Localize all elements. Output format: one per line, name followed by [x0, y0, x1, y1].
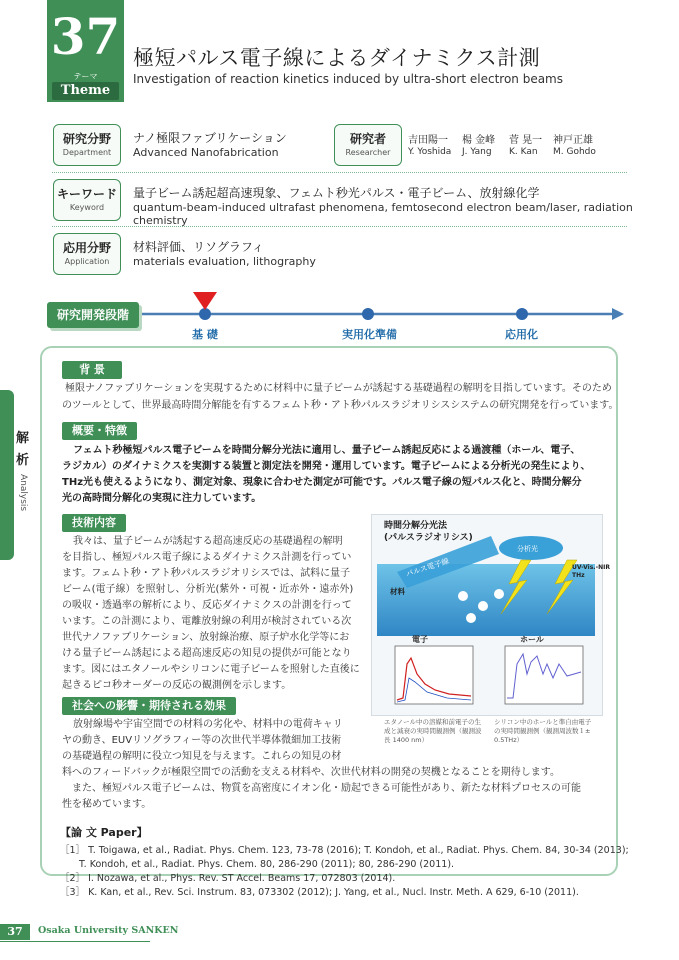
pulse-beam-label: パルス電子線 — [404, 556, 451, 579]
analysis-light-label: 分析光 — [517, 545, 538, 553]
researcher-name-jp: 吉田陽一 — [408, 135, 448, 146]
material-label: 材料 — [390, 587, 405, 596]
keyword-label-jp: キーワード — [56, 187, 117, 201]
technology-line: 起きるピコ秒オーダーの反応の観測例を示します。 — [62, 680, 292, 691]
figure-caption-right: 0.5THz） — [494, 736, 524, 744]
stage-step-basic: 基 礎 — [192, 328, 218, 341]
overview-heading: 概要・特徴 — [62, 422, 137, 440]
papers-heading: 【論 文 Paper】 — [60, 826, 148, 839]
electron-particle — [458, 591, 468, 601]
application-value-jp: 材料評価、リソグラフィ — [133, 240, 264, 254]
figure-caption-right: シリコン中のホールと準自由電子 — [494, 718, 592, 726]
keyword-value-jp: 量子ビーム誘起超高速現象、フェムト秒光パルス・電子ビーム、放射線化学 — [133, 186, 540, 200]
page-subtitle: Investigation of reaction kinetics induced by ultra-short electron beams — [133, 72, 564, 86]
paper-ref: ［1］ T. Toigawa, et al., Radiat. Phys. Chem. 123, 73-78 (2016); T. Kondoh, et al., Radiat. Phys. Chem. 84, 30-34 (2013); — [60, 845, 629, 856]
background-line: のツールとして、世界最高時間分解能を有するフェムト秒・アト秒パルスラジオリシスシステムの研究開発を行っています。 — [62, 400, 619, 411]
technology-line: います。この計測により、電離放射線の利用が検討されている次 — [62, 616, 352, 627]
theme-label-en: Theme — [52, 82, 119, 100]
researcher-name-en: J. Yang — [462, 147, 492, 157]
spectrum-label: UV-Vis.-NIR — [572, 564, 610, 571]
researcher-label-jp: 研究者 — [349, 132, 386, 146]
researcher-name-jp: 楊 金峰 — [462, 135, 496, 146]
keyword-label-en: Keyword — [69, 203, 105, 212]
technology-line: ビーム(電子線）を照射し、分析光(紫外・可視・近赤外・遠赤外) — [62, 584, 354, 595]
application-value-en: materials evaluation, lithography — [133, 255, 316, 268]
stage-dot — [516, 308, 528, 320]
researcher-name-en: M. Gohdo — [553, 147, 596, 157]
field-label-box — [53, 124, 121, 166]
hole-label: ホール — [520, 635, 544, 644]
stage-step-prep: 実用化準備 — [342, 328, 397, 341]
figure-illustration — [371, 514, 601, 714]
side-tab-label-en: Analysis — [18, 474, 28, 512]
researcher-label-en: Researcher — [345, 148, 391, 157]
stage-arrow-icon — [612, 308, 624, 320]
overview-line: 光の高時間分解化の実現に注力しています。 — [62, 493, 262, 504]
electron-particle — [478, 601, 488, 611]
technology-line: 我々は、量子ビームが誘起する超高速反応の基礎過程の解明 — [73, 536, 343, 547]
current-stage-marker-icon — [193, 292, 217, 310]
paper-ref: ［2］ I. Nozawa, et al., Phys. Rev. ST Accel. Beams 17, 072803 (2014). — [60, 873, 396, 884]
technology-line: ける量子ビーム誘起による超高速反応の知見の提供が可能となり — [62, 648, 352, 659]
field-value-en: Advanced Nanofabrication — [133, 146, 279, 159]
side-tab — [0, 390, 14, 560]
figure-header-line1: 時間分解分光法 — [384, 521, 448, 531]
impact-line: また、極短パルス電子ビームは、物質を高密度にイオン化・励起できる可能性があり、新たな材料プロセスの可能 — [62, 783, 581, 794]
technology-heading: 技術内容 — [62, 514, 126, 532]
overview-line: フェムト秒極短パルス電子ビームを時間分解分光法に適用し、量子ビーム誘起反応による過渡種（ホール、電子、 — [73, 445, 581, 456]
stage-step-applied: 応用化 — [505, 328, 538, 341]
researcher-label-box — [334, 124, 402, 166]
electron-particle — [494, 589, 504, 599]
technology-line: 世代ナノファブリケーション、放射線治療、原子炉水化学等にお — [62, 632, 350, 643]
stage-label: 研究開発段階 — [47, 302, 139, 328]
researcher-name-jp: 神戸正雄 — [553, 135, 593, 146]
researcher-name-en: K. Kan — [509, 147, 538, 157]
footer-text: Osaka University SANKEN — [38, 925, 179, 936]
impact-line: ヤの動き、EUVリソグラフィー等の次世代半導体微細加工技術 — [62, 735, 342, 746]
researcher-name-jp: 菅 晃一 — [509, 135, 543, 146]
keyword-value-en: quantum-beam-induced ultrafast phenomena, femtosecond electron beam/laser, radiation chemistry — [133, 201, 633, 227]
figure-caption-right: の実時間観測例（観測周波数１± — [494, 727, 591, 735]
background-heading: 背 景 — [62, 361, 122, 379]
overview-line: ラジカル）のダイナミクスを実測する装置と測定法を開発・運用しています。電子ビームによる分析光の発生により、 — [62, 461, 591, 472]
technology-line: ます。図にはエタノールやシリコンに電子ビームを照射した直後に — [62, 664, 360, 675]
technology-line: を目指し、極短パルス電子線によるダイナミクス計測を行ってい — [62, 552, 352, 563]
background-line: 極限ナノファブリケーションを実現するために材料中に量子ビームが誘起する基礎過程の解明を目指しています。そのため — [65, 383, 612, 394]
thz-label: THz — [572, 572, 585, 579]
application-label-en: Application — [64, 257, 110, 266]
impact-heading: 社会への影響・期待される効果 — [62, 697, 236, 715]
electron-label: 電子 — [412, 635, 428, 644]
divider — [52, 172, 627, 173]
technology-line: ます。フェムト秒・アト秒パルスラジオリシスでは、試料に量子 — [62, 568, 351, 579]
page-title: 極短パルス電子線によるダイナミクス計測 — [133, 46, 541, 70]
theme-number: 37 — [50, 7, 121, 66]
field-value-jp: ナノ極限ファブリケーション — [133, 131, 287, 145]
field-label-en: Department — [62, 148, 112, 157]
hole-particle — [466, 613, 476, 623]
stage-dot — [362, 308, 374, 320]
impact-line: の基礎過程の解明に役立つ知見を与えます。これらの知見の材 — [62, 751, 342, 762]
footer-line — [0, 941, 150, 942]
side-tab-label-jp: 解析 — [16, 431, 30, 468]
technology-line: の吸収・透過率の解析により、反応ダイナミクスの計測を行って — [62, 600, 352, 611]
application-label-jp: 応用分野 — [62, 241, 111, 255]
paper-ref: T. Kondoh, et al., Radiat. Phys. Chem. 80, 286-290 (2011); 80, 286-290 (2011). — [60, 859, 455, 870]
impact-line: 性を秘めています。 — [62, 799, 152, 810]
researcher-name-en: Y. Yoshida — [408, 147, 452, 157]
figure-header-line2: (パルスラジオリシス) — [384, 533, 473, 543]
theme-label-jp: テーマ — [73, 72, 98, 81]
impact-line: 料へのフィードバックが極限空間での活動を支える材料や、次世代材料の開発の契機となることを期待します。 — [62, 767, 560, 778]
impact-line: 放射線場や宇宙空間での材料の劣化や、材料中の電荷キャリ — [73, 719, 343, 730]
keyword-label-box — [53, 179, 121, 221]
page-number: 37 — [0, 924, 30, 940]
figure-caption-left: 成と減衰の実時間観測例（観測波 — [384, 727, 482, 735]
divider — [52, 226, 627, 227]
application-label-box — [53, 233, 121, 275]
field-label-jp: 研究分野 — [62, 132, 111, 146]
figure-caption-left: エタノール中の溶媒和前電子の生 — [384, 718, 481, 726]
paper-ref: ［3］ K. Kan, et al., Rev. Sci. Instrum. 83, 073302 (2012); J. Yang, et al., Nucl. Instr. Meth. A 629, 6-10 (2011). — [60, 887, 579, 898]
overview-line: THz光も使えるようになり、測定対象、現象に合わせた測定が可能です。パルス電子線の短パルス化と、時間分解分 — [62, 477, 582, 488]
figure-caption-left: 長 1400 nm） — [384, 736, 429, 744]
